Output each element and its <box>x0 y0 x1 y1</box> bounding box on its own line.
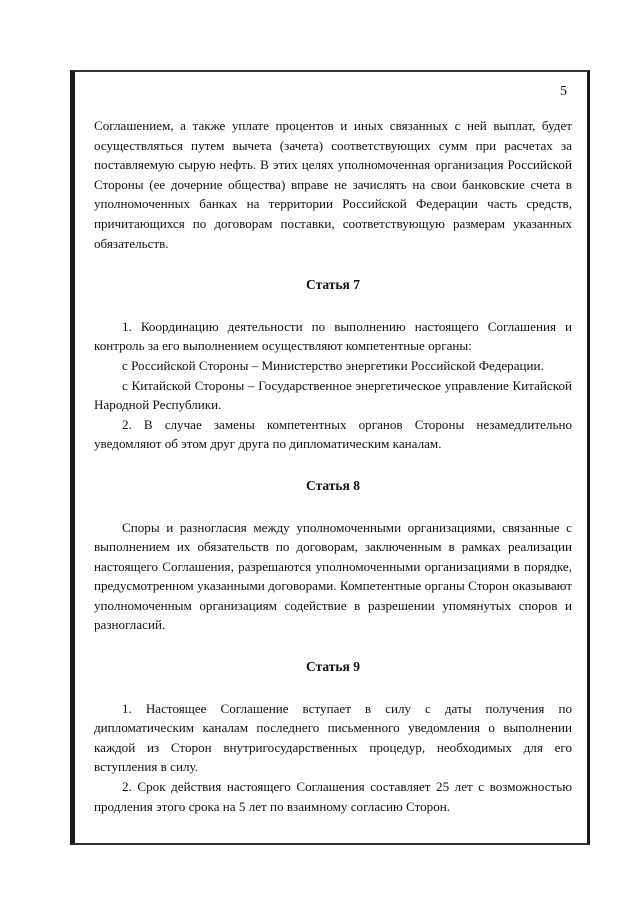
paragraph: Соглашением, а также уплате процентов и иных связанных с ней выплат, будет осуществляться путем вычета (зачета) соответствующих сумм при расчетах за поставляемую сырую нефть. В этих целях уполномоченная организация Российской Стороны (ее дочерние общества) вправе не зачислять на свои банковские счета в уполномоченных банках на территории Российской Федерации часть средств, причитающихся по договорам поставки, соответствующую размерам указанных обязательств. <box>94 118 572 251</box>
paragraph: Споры и разногласия между уполномоченными организациями, связанные с выполнением их обязательств по договорам, заключенным в рамках реализации настоящего Соглашения, разрешаются уполномоченными организациями в порядке, предусмотренном указанными договорами. Компетентные органы Сторон оказывают уполномоченным организациям содействие в разрешении упомянутых споров и разногласий. <box>94 519 572 633</box>
paragraph: 1. Координацию деятельности по выполнению настоящего Соглашения и контроль за его выполнением осуществляют компетентные органы: <box>94 318 572 354</box>
paragraph: 2. Срок действия настоящего Соглашения составляет 25 лет с возможностью продления этого срока на 5 лет по взаимному согласию Сторон. <box>94 779 572 814</box>
page-number: 5 <box>560 84 567 99</box>
paragraph: с Китайской Стороны – Государственное энергетическое управление Китайской Народной Республики. <box>94 377 572 413</box>
article-heading: Статья 8 <box>306 477 360 493</box>
paragraph: 2. В случае замены компетентных органов Стороны незамедлительно уведомляют об этом друг друга по дипломатическим каналам. <box>94 416 572 452</box>
article-heading: Статья 9 <box>306 659 360 675</box>
paragraph: с Российской Стороны – Министерство энергетики Российской Федерации. <box>122 357 544 373</box>
document-body <box>94 80 572 816</box>
paragraph: 1. Настоящее Соглашение вступает в силу с даты получения по дипломатическим каналам последнего письменного уведомления о выполнении каждой из Сторон внутригосударственных процедур, необходимых для его вступления в силу. <box>94 700 572 775</box>
article-heading: Статья 7 <box>306 277 360 293</box>
